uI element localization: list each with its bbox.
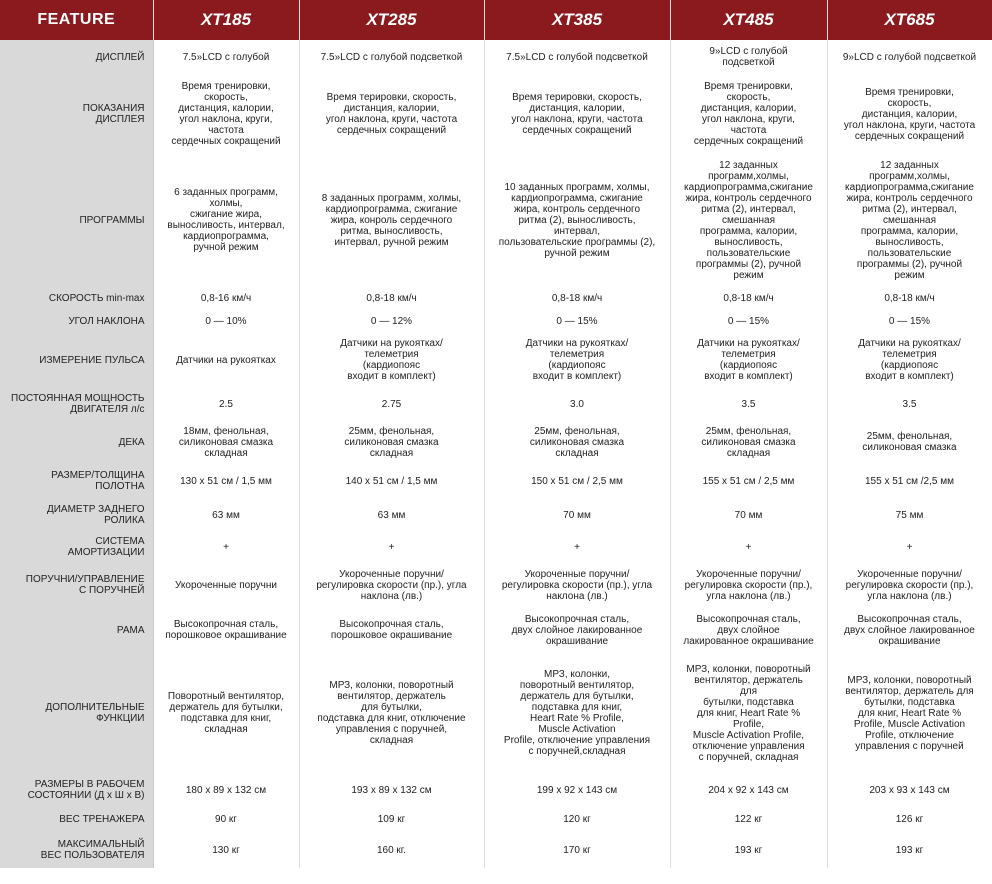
feature-label: ПОРУЧНИ/УПРАВЛЕНИЕ С ПОРУЧНЕЙ (0, 562, 153, 608)
spec-cell: 0 — 15% (484, 310, 670, 332)
model-header: XT685 (827, 0, 992, 40)
feature-header: FEATURE (0, 0, 153, 40)
spec-cell: 199 х 92 х 143 см (484, 774, 670, 806)
spec-cell: 140 х 51 см / 1,5 мм (299, 464, 484, 498)
spec-cell: 0,8-16 км/ч (153, 286, 299, 310)
spec-cell: 3.5 (670, 388, 827, 420)
table-row (0, 332, 992, 388)
spec-cell: 10 заданных программ, холмы, кардиопрограмма, сжигание жира, контроль сердечного ритма (2), выносливость, интервал, пользовательские программы (2), ручной режим (484, 154, 670, 286)
table-header (0, 0, 992, 40)
feature-label: МАКСИМАЛЬНЫЙ ВЕС ПОЛЬЗОВАТЕЛЯ (0, 832, 153, 868)
spec-cell: + (299, 532, 484, 562)
spec-cell: 25мм, фенольная, силиконовая смазка складная (299, 420, 484, 464)
feature-label: СКОРОСТЬ min-max (0, 286, 153, 310)
spec-cell: 63 мм (153, 498, 299, 532)
spec-cell: МРЗ, колонки, поворотный вентилятор, держатель для бутылки, подставка для книг, Heart Rate % Profile, Muscle Activation Profile, отключение управления с поручней (827, 652, 992, 774)
spec-cell: + (670, 532, 827, 562)
spec-cell: 25мм, фенольная, силиконовая смазка складная (670, 420, 827, 464)
spec-cell: 90 кг (153, 806, 299, 832)
table-row (0, 608, 992, 652)
feature-label: РАЗМЕР/ТОЛЩИНА ПОЛОТНА (0, 464, 153, 498)
spec-cell: 75 мм (827, 498, 992, 532)
spec-cell: + (827, 532, 992, 562)
spec-cell: Высокопрочная сталь, порошковое окрашивание (153, 608, 299, 652)
spec-cell: 150 х 51 см / 2,5 мм (484, 464, 670, 498)
model-header: XT385 (484, 0, 670, 40)
table-row (0, 652, 992, 774)
spec-cell: 63 мм (299, 498, 484, 532)
spec-cell: 70 мм (670, 498, 827, 532)
spec-cell: 130 кг (153, 832, 299, 868)
table-row (0, 832, 992, 868)
spec-cell: 126 кг (827, 806, 992, 832)
spec-cell: Высокопрочная сталь, двух слойное лакированное окрашивание (827, 608, 992, 652)
feature-label: ВЕС ТРЕНАЖЕРА (0, 806, 153, 832)
spec-cell: Высокопрочная сталь, двух слойное лакированное окрашивание (484, 608, 670, 652)
spec-cell: 25мм, фенольная, силиконовая смазка (827, 420, 992, 464)
feature-label: УГОЛ НАКЛОНА (0, 310, 153, 332)
spec-cell: 2.75 (299, 388, 484, 420)
spec-cell: 160 кг. (299, 832, 484, 868)
spec-cell: 130 х 51 см / 1,5 мм (153, 464, 299, 498)
table-row (0, 464, 992, 498)
table-row (0, 532, 992, 562)
table-row (0, 498, 992, 532)
spec-cell: 155 х 51 см / 2,5 мм (670, 464, 827, 498)
feature-label: ПРОГРАММЫ (0, 154, 153, 286)
table-row (0, 310, 992, 332)
spec-cell: 9»LCD с голубой подсветкой (827, 40, 992, 74)
feature-label: СИСТЕМА АМОРТИЗАЦИИ (0, 532, 153, 562)
spec-cell: Время тренировки, скорость, дистанция, калории, угол наклона, круги, частота сердечных сокращений (827, 74, 992, 154)
spec-cell: 193 х 89 х 132 см (299, 774, 484, 806)
table-row (0, 40, 992, 74)
spec-cell: 180 х 89 х 132 см (153, 774, 299, 806)
spec-cell: Датчики на рукоятках/ телеметрия (кардиопояс входит в комплект) (484, 332, 670, 388)
spec-cell: 170 кг (484, 832, 670, 868)
model-header: XT485 (670, 0, 827, 40)
spec-cell: Датчики на рукоятках/ телеметрия (кардиопояс входит в комплект) (827, 332, 992, 388)
spec-cell: 0 — 15% (827, 310, 992, 332)
feature-label: ИЗМЕРЕНИЕ ПУЛЬСА (0, 332, 153, 388)
spec-cell: Укороченные поручни/ регулировка скорости (пр.), угла наклона (лв.) (484, 562, 670, 608)
spec-cell: 9»LCD с голубой подсветкой (670, 40, 827, 74)
spec-cell: 12 заданных программ,холмы, кардиопрограмма,сжигание жира, контроль сердечного ритма (2), интервал, смешанная программа, калории, выносливость, пользовательские программы (2), ручной режим (670, 154, 827, 286)
table-row (0, 774, 992, 806)
spec-cell: 7.5»LCD с голубой подсветкой (299, 40, 484, 74)
spec-cell: 3.5 (827, 388, 992, 420)
spec-cell: 7.5»LCD с голубой (153, 40, 299, 74)
spec-cell: Время терировки, скорость, дистанция, калории, угол наклона, круги, частота сердечных сокращений (299, 74, 484, 154)
spec-cell: МРЗ, колонки, поворотный вентилятор, держатель для бутылки, подставка для книг, Heart Rate % Profile, Muscle Activation Profile, отключение управления с поручней,складная (484, 652, 670, 774)
spec-cell: Датчики на рукоятках (153, 332, 299, 388)
spec-cell: 0 — 15% (670, 310, 827, 332)
spec-cell: МРЗ, колонки, поворотный вентилятор, держатель для бутылки, подставка для книг, Heart Rate % Profile, Muscle Activation Profile, отключение управления с поручней, складная (670, 652, 827, 774)
spec-cell: Время тренировки, скорость, дистанция, калории, угол наклона, круги, частота сердечных сокращений (670, 74, 827, 154)
table-row (0, 154, 992, 286)
feature-label: ДИАМЕТР ЗАДНЕГО РОЛИКА (0, 498, 153, 532)
spec-cell: Укороченные поручни (153, 562, 299, 608)
spec-cell: 18мм, фенольная, силиконовая смазка складная (153, 420, 299, 464)
spec-cell: Укороченные поручни/ регулировка скорости (пр.), угла наклона (лв.) (670, 562, 827, 608)
header-row (0, 0, 992, 40)
feature-label: ДЕКА (0, 420, 153, 464)
model-header: XT185 (153, 0, 299, 40)
spec-cell: 155 х 51 см /2,5 мм (827, 464, 992, 498)
spec-cell: Высокопрочная сталь, порошковое окрашивание (299, 608, 484, 652)
spec-cell: 0,8-18 км/ч (827, 286, 992, 310)
spec-cell: 0 — 10% (153, 310, 299, 332)
spec-cell: Датчики на рукоятках/ телеметрия (кардиопояс входит в комплект) (670, 332, 827, 388)
spec-cell: 25мм, фенольная, силиконовая смазка складная (484, 420, 670, 464)
spec-cell: 8 заданных программ, холмы, кардиопрограмма, сжигание жира, конроль сердечного ритма, выносливость, интервал, ручной режим (299, 154, 484, 286)
spec-cell: 0,8-18 км/ч (299, 286, 484, 310)
spec-cell: 204 х 92 х 143 см (670, 774, 827, 806)
table-row (0, 74, 992, 154)
spec-cell: 7.5»LCD с голубой подсветкой (484, 40, 670, 74)
model-header: XT285 (299, 0, 484, 40)
spec-cell: 0 — 12% (299, 310, 484, 332)
feature-label: ДОПОЛНИТЕЛЬНЫЕ ФУНКЦИИ (0, 652, 153, 774)
table-body (0, 40, 992, 868)
spec-cell: 120 кг (484, 806, 670, 832)
spec-cell: 122 кг (670, 806, 827, 832)
table-row (0, 562, 992, 608)
spec-cell: МРЗ, колонки, поворотный вентилятор, держатель для бутылки, подставка для книг, отключение управления с поручней, складная (299, 652, 484, 774)
spec-cell: 109 кг (299, 806, 484, 832)
spec-cell: 3.0 (484, 388, 670, 420)
feature-label: ДИСПЛЕЙ (0, 40, 153, 74)
spec-cell: 2.5 (153, 388, 299, 420)
feature-label: ПОКАЗАНИЯ ДИСПЛЕЯ (0, 74, 153, 154)
spec-cell: Время тренировки, скорость, дистанция, калории, угол наклона, круги, частота сердечных сокращений (153, 74, 299, 154)
feature-label: РАЗМЕРЫ В РАБОЧЕМ СОСТОЯНИИ (Д х Ш х В) (0, 774, 153, 806)
spec-cell: Укороченные поручни/ регулировка скорости (пр.), угла наклона (лв.) (299, 562, 484, 608)
spec-cell: 12 заданных программ,холмы, кардиопрограмма,сжигание жира, контроль сердечного ритма (2), интервал, смешанная программа, калории, выносливость, пользовательские программы (2), ручной режим (827, 154, 992, 286)
feature-label: ПОСТОЯННАЯ МОЩНОСТЬ ДВИГАТЕЛЯ л/с (0, 388, 153, 420)
spec-cell: 203 х 93 х 143 см (827, 774, 992, 806)
table-row (0, 806, 992, 832)
spec-cell: 70 мм (484, 498, 670, 532)
spec-cell: + (484, 532, 670, 562)
spec-cell: 193 кг (670, 832, 827, 868)
table-row (0, 388, 992, 420)
table-row (0, 286, 992, 310)
spec-cell: 0,8-18 км/ч (670, 286, 827, 310)
spec-cell: Время терировки, скорость, дистанция, калории, угол наклона, круги, частота сердечных сокращений (484, 74, 670, 154)
spec-cell: + (153, 532, 299, 562)
spec-cell: 193 кг (827, 832, 992, 868)
spec-cell: Высокопрочная сталь, двух слойное лакированное окрашивание (670, 608, 827, 652)
spec-cell: Датчики на рукоятках/ телеметрия (кардиопояс входит в комплект) (299, 332, 484, 388)
feature-label: РАМА (0, 608, 153, 652)
spec-cell: Укороченные поручни/ регулировка скорости (пр.), угла наклона (лв.) (827, 562, 992, 608)
spec-cell: 6 заданных программ, холмы, сжигание жира, выносливость, интервал, кардиопрограмма, ручной режим (153, 154, 299, 286)
spec-cell: Поворотный вентилятор, держатель для бутылки, подставка для книг, складная (153, 652, 299, 774)
spec-cell: 0,8-18 км/ч (484, 286, 670, 310)
table-row (0, 420, 992, 464)
